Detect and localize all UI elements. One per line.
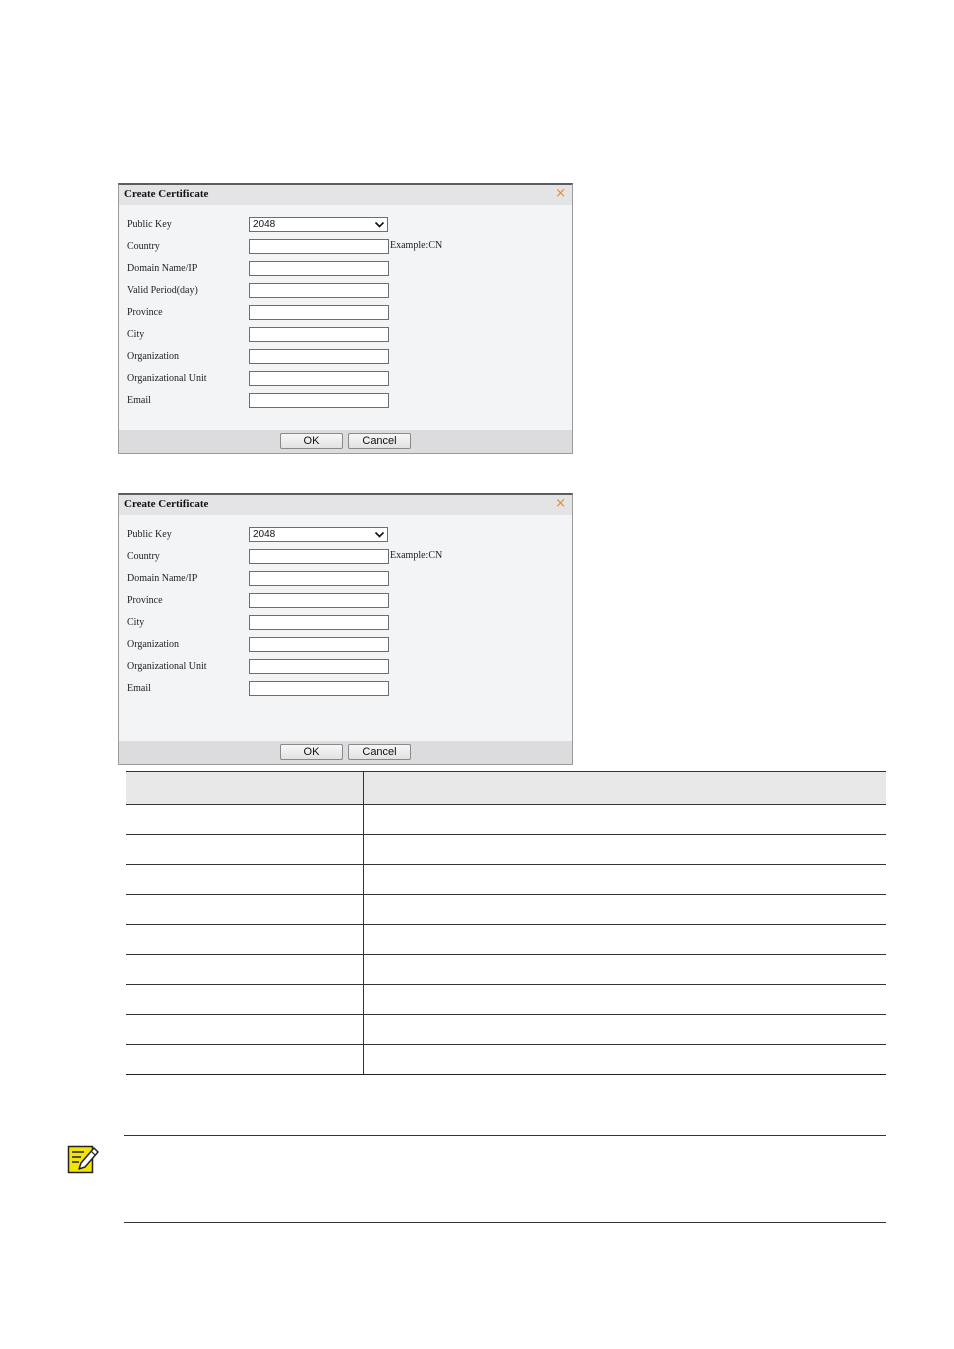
valid-period-row <box>119 283 572 301</box>
public-key-row <box>119 527 572 545</box>
organization-row <box>119 349 572 367</box>
org-unit-label: Organizational Unit <box>127 373 207 384</box>
close-icon[interactable]: × <box>555 186 566 201</box>
table-cell <box>363 805 886 835</box>
domain-input[interactable] <box>249 571 389 586</box>
organization-row <box>119 637 572 655</box>
chevron-down-icon <box>374 530 385 539</box>
table-cell <box>126 1015 363 1045</box>
note-text <box>124 1145 886 1215</box>
table-row <box>126 1045 886 1075</box>
chevron-down-icon <box>374 220 385 229</box>
table-cell <box>363 835 886 865</box>
email-label: Email <box>127 683 151 694</box>
valid-period-input[interactable] <box>249 283 389 298</box>
public-key-label: Public Key <box>127 529 172 540</box>
close-icon[interactable]: × <box>555 496 566 511</box>
domain-row <box>119 571 572 589</box>
table-header-cell <box>126 772 363 805</box>
country-row <box>119 549 572 567</box>
table-cell <box>126 865 363 895</box>
cancel-button[interactable]: Cancel <box>348 744 411 760</box>
table-cell <box>126 985 363 1015</box>
email-row <box>119 393 572 411</box>
city-label: City <box>127 617 145 628</box>
domain-row <box>119 261 572 279</box>
table-cell <box>363 865 886 895</box>
table-cell <box>126 925 363 955</box>
note-bottom-rule <box>124 1222 886 1223</box>
create-certificate-dialog-1 <box>118 183 573 454</box>
domain-label: Domain Name/IP <box>127 573 198 584</box>
table-cell <box>126 805 363 835</box>
table-header-row <box>126 772 886 805</box>
email-label: Email <box>127 395 151 406</box>
table-cell <box>363 1045 886 1075</box>
city-label: City <box>127 329 145 340</box>
org-unit-row <box>119 371 572 389</box>
province-label: Province <box>127 595 163 606</box>
country-input[interactable] <box>249 549 389 564</box>
country-label: Country <box>127 551 160 562</box>
country-input[interactable] <box>249 239 389 254</box>
public-key-select[interactable] <box>249 217 388 232</box>
dialog-header <box>119 495 572 515</box>
organization-label: Organization <box>127 639 180 650</box>
public-key-row <box>119 217 572 235</box>
province-row <box>119 593 572 611</box>
province-label: Province <box>127 307 163 318</box>
dialog-title: Create Certificate <box>124 188 209 200</box>
org-unit-row <box>119 659 572 677</box>
table-row <box>126 835 886 865</box>
table-cell <box>126 955 363 985</box>
public-key-value: 2048 <box>253 529 276 540</box>
table-cell <box>363 925 886 955</box>
ok-button[interactable]: OK <box>280 744 343 760</box>
domain-input[interactable] <box>249 261 389 276</box>
table-row <box>126 1015 886 1045</box>
dialog-header <box>119 185 572 205</box>
dialog-footer <box>119 741 572 764</box>
public-key-select[interactable] <box>249 527 388 542</box>
organization-input[interactable] <box>249 349 389 364</box>
table-cell <box>126 835 363 865</box>
table-row <box>126 955 886 985</box>
email-input[interactable] <box>249 393 389 408</box>
table-cell <box>363 1015 886 1045</box>
public-key-value: 2048 <box>253 219 276 230</box>
country-label: Country <box>127 241 160 252</box>
ok-button[interactable]: OK <box>280 433 343 449</box>
table-row <box>126 925 886 955</box>
email-input[interactable] <box>249 681 389 696</box>
city-input[interactable] <box>249 615 389 630</box>
province-input[interactable] <box>249 305 389 320</box>
domain-label: Domain Name/IP <box>127 263 198 274</box>
org-unit-input[interactable] <box>249 371 389 386</box>
country-row <box>119 239 572 257</box>
table-cell <box>363 955 886 985</box>
organization-label: Organization <box>127 351 180 362</box>
note-pencil-icon <box>67 1143 99 1175</box>
table-header-cell <box>363 772 886 805</box>
dialog-title: Create Certificate <box>124 498 209 510</box>
city-row <box>119 327 572 345</box>
note-top-rule <box>124 1135 886 1136</box>
public-key-label: Public Key <box>127 219 172 230</box>
parameter-table <box>126 771 886 1075</box>
org-unit-input[interactable] <box>249 659 389 674</box>
org-unit-label: Organizational Unit <box>127 661 207 672</box>
organization-input[interactable] <box>249 637 389 652</box>
email-row <box>119 681 572 699</box>
cancel-button[interactable]: Cancel <box>348 433 411 449</box>
table-cell <box>363 985 886 1015</box>
province-input[interactable] <box>249 593 389 608</box>
city-row <box>119 615 572 633</box>
table-row <box>126 865 886 895</box>
country-hint: Example:CN <box>390 240 443 251</box>
country-hint: Example:CN <box>390 550 443 561</box>
dialog-footer <box>119 430 572 453</box>
table-cell <box>363 895 886 925</box>
table-row <box>126 805 886 835</box>
table-row <box>126 985 886 1015</box>
province-row <box>119 305 572 323</box>
city-input[interactable] <box>249 327 389 342</box>
table-cell <box>126 895 363 925</box>
valid-period-label: Valid Period(day) <box>127 285 198 296</box>
table-cell <box>126 1045 363 1075</box>
table-row <box>126 895 886 925</box>
create-certificate-dialog-2 <box>118 493 573 765</box>
